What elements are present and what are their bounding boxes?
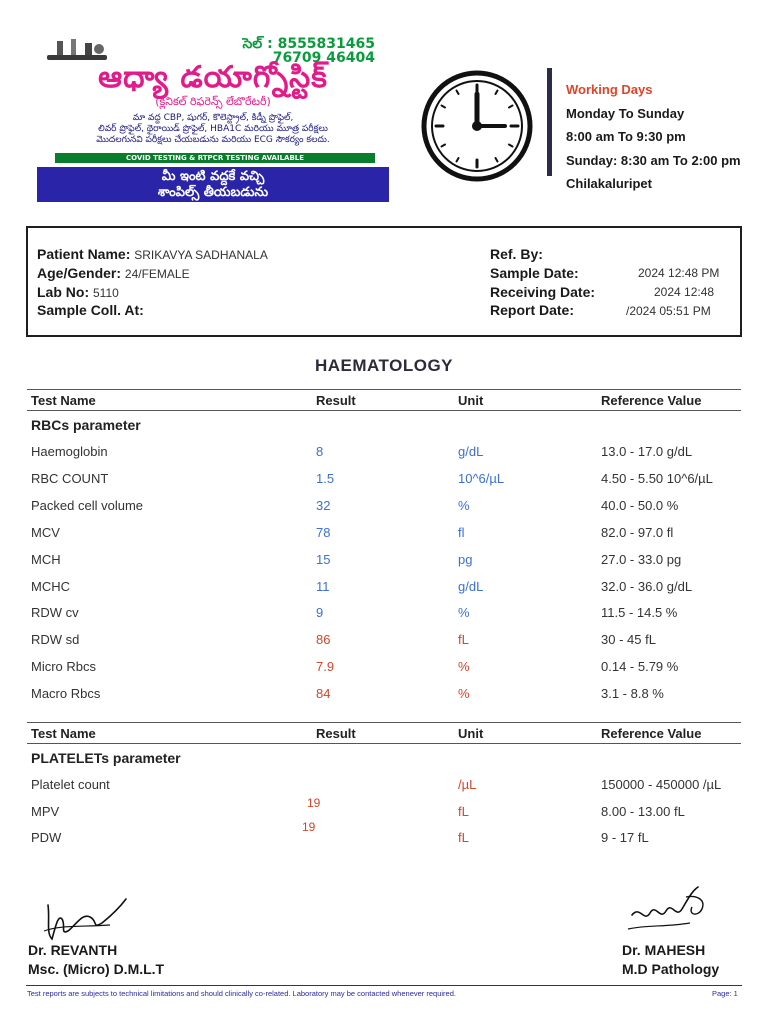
unit-cell: g/dL [458, 578, 484, 594]
unit-cell: /µL [458, 777, 477, 792]
unit-cell: pg [458, 551, 473, 567]
table-row [0, 777, 768, 797]
unit-cell: % [458, 686, 470, 702]
sunday-time: Sunday: 8:30 am To 2:00 pm [566, 152, 741, 168]
col-reference: Reference Value [601, 393, 702, 408]
result-cell: 19 [302, 820, 316, 834]
report-date-value: /2024 05:51 PM [626, 304, 711, 318]
test-name-cell: Micro Rbcs [31, 659, 97, 675]
location: Chilakaluripet [566, 176, 652, 191]
services-line-1: మా వద్ద CBP, షుగర్, కొలెస్ట్రాల్, కిడ్నీ ప్రొఫైల్, [132, 113, 294, 123]
lab-name: ఆధ్యా డయాగ్నోస్టిక్ [98, 60, 328, 95]
reference-cell: 8.00 - 13.00 fL [601, 803, 685, 819]
patient-name-value: SRIKAVYA SADHANALA [134, 248, 268, 262]
footer-disclaimer: Test reports are subjects to technical limitations and should clinically co-related. Laboratory may be contacted whenever required. [27, 989, 456, 998]
table-row [0, 552, 768, 572]
right-signatory [622, 941, 719, 979]
reference-cell: 13.0 - 17.0 g/dL [601, 444, 693, 459]
table-row [0, 820, 768, 850]
left-doctor-qualification: Msc. (Micro) D.M.L.T [28, 961, 165, 977]
reference-cell: 3.1 - 8.8 % [601, 686, 664, 702]
table-row [0, 579, 768, 599]
platelet-top-rule [27, 722, 741, 723]
lab-no-row [37, 284, 119, 300]
unit-cell: g/dL [458, 444, 484, 459]
right-doctor-name: Dr. MAHESH [622, 942, 706, 958]
table-row [0, 525, 768, 545]
signature-right [626, 885, 716, 937]
lab-no-label: Lab No: [37, 284, 90, 300]
col-test-name-2: Test Name [31, 726, 96, 741]
test-name-cell: Macro Rbcs [31, 686, 101, 702]
section-title: HAEMATOLOGY [314, 356, 454, 375]
platelet-group-title: PLATELETs parameter [31, 750, 181, 766]
left-signatory [28, 941, 164, 979]
table-row [0, 605, 768, 625]
reference-cell: 32.0 - 36.0 g/dL [601, 578, 693, 594]
home-collection-banner [37, 167, 389, 202]
unit-cell: fL [458, 830, 469, 845]
test-name-cell: PDW [31, 830, 62, 845]
ref-by-label: Ref. By: [490, 246, 543, 262]
lab-no-value: 5110 [93, 286, 119, 300]
left-doctor-name: Dr. REVANTH [28, 942, 118, 958]
table-row [0, 659, 768, 679]
report-date-label: Report Date: [490, 302, 575, 318]
col-reference-2: Reference Value [601, 726, 702, 741]
table-row [0, 471, 768, 491]
age-gender-value: 24/FEMALE [124, 267, 190, 281]
reference-cell: 9 - 17 fL [601, 830, 649, 845]
col-unit: Unit [458, 393, 484, 408]
test-name-cell: RBC COUNT [31, 470, 109, 486]
test-name-cell: Haemoglobin [31, 444, 108, 459]
reference-cell: 0.14 - 5.79 % [601, 659, 679, 675]
reference-cell: 82.0 - 97.0 fl [601, 524, 674, 540]
col-result-2: Result [316, 726, 356, 741]
patient-name-row [37, 246, 268, 262]
result-cell: 78 [316, 524, 331, 540]
right-doctor-qualification: M.D Pathology [622, 961, 720, 977]
signature-left [40, 895, 130, 945]
home-line-2: శాంపిల్స్ తీయబడును [157, 185, 269, 200]
reference-cell: 150000 - 450000 /µL [601, 777, 722, 792]
banner-top [37, 35, 389, 165]
lab-banner [37, 35, 389, 202]
unit-cell: fL [458, 803, 469, 819]
unit-cell: % [458, 497, 470, 513]
unit-cell: fl [458, 524, 465, 540]
reference-cell: 11.5 - 14.5 % [601, 605, 678, 621]
patient-name-label: Patient Name: [37, 246, 131, 262]
col-result: Result [316, 393, 356, 408]
test-name-cell: MCHC [31, 578, 70, 594]
test-name-cell: RDW sd [31, 632, 80, 648]
test-name-cell: Packed cell volume [31, 497, 143, 513]
phone-line-2: 76709 46404 [272, 50, 375, 66]
platelet-header-rule [27, 743, 741, 744]
result-cell: 86 [316, 632, 331, 648]
lab-subtitle: (క్లినికల్ రిఫరెన్స్ లేబొరేటరీ) [155, 95, 271, 108]
test-name-cell: Platelet count [31, 777, 110, 792]
unit-cell: % [458, 659, 470, 675]
col-unit-2: Unit [458, 726, 484, 741]
weekday-time: 8:00 am To 9:30 pm [566, 129, 686, 144]
receiving-date-value: 2024 12:48 [654, 285, 715, 299]
unit-cell: fL [458, 632, 469, 648]
reference-cell: 40.0 - 50.0 % [601, 497, 679, 513]
table-row [0, 444, 768, 464]
reference-cell: 4.50 - 5.50 10^6/µL [601, 470, 713, 486]
unit-cell: % [458, 605, 470, 621]
sample-date-label: Sample Date: [490, 265, 579, 281]
reference-cell: 27.0 - 33.0 pg [601, 551, 682, 567]
working-hours [566, 78, 741, 196]
test-name-cell: MPV [31, 803, 60, 819]
table-header-rule [27, 410, 741, 411]
services-line-2: లివర్ ప్రొఫైల్, థైరాయిడ్ ప్రొఫైల్, HBA1C మరియు మూత్ర పరీక్షలు [98, 124, 328, 134]
clock-icon [421, 70, 533, 182]
lab-services [37, 113, 389, 146]
patient-info-box [26, 226, 742, 337]
sample-date-value: 2024 12:48 PM [638, 266, 720, 280]
working-days-heading: Working Days [566, 82, 653, 97]
footer-page: Page: 1 [712, 989, 738, 998]
footer-rule [26, 985, 742, 986]
table-row [0, 795, 768, 824]
working-days: Monday To Sunday [566, 105, 685, 121]
covid-strip: COVID TESTING & RTPCR TESTING AVAILABLE [55, 153, 375, 163]
col-test-name: Test Name [31, 393, 96, 408]
test-name-cell: MCH [31, 551, 61, 567]
result-cell: 9 [316, 605, 324, 621]
sample-coll-label: Sample Coll. At: [37, 302, 144, 318]
table-top-rule [27, 389, 741, 390]
table-row [0, 498, 768, 518]
result-cell: 19 [307, 795, 321, 810]
result-cell: 11 [316, 578, 330, 594]
home-line-1: మీ ఇంటి వద్దకే వచ్చి [161, 169, 265, 184]
rbc-group-title: RBCs parameter [31, 417, 141, 433]
test-name-cell: MCV [31, 524, 60, 540]
table-row [0, 632, 768, 652]
unit-cell: 10^6/µL [458, 470, 505, 486]
reference-cell: 30 - 45 fL [601, 632, 656, 648]
test-name-cell: RDW cv [31, 605, 79, 621]
result-cell: 84 [316, 686, 331, 702]
services-line-3: మొదలగునవి పరీక్షలు చేయబడును మరియు ECG సౌకర్యం కలదు. [96, 135, 330, 145]
receiving-date-label: Receiving Date: [490, 284, 596, 300]
age-gender-label: Age/Gender: [37, 265, 122, 281]
result-cell: 1.5 [316, 470, 335, 486]
hours-divider [547, 68, 552, 176]
result-cell: 8 [316, 444, 324, 459]
result-cell: 32 [316, 497, 331, 513]
result-cell: 15 [316, 551, 331, 567]
age-gender-row [37, 265, 190, 281]
phone-line-1: సెల్ : 8555831465 [242, 36, 375, 52]
table-row [0, 686, 768, 706]
result-cell: 7.9 [316, 659, 335, 675]
